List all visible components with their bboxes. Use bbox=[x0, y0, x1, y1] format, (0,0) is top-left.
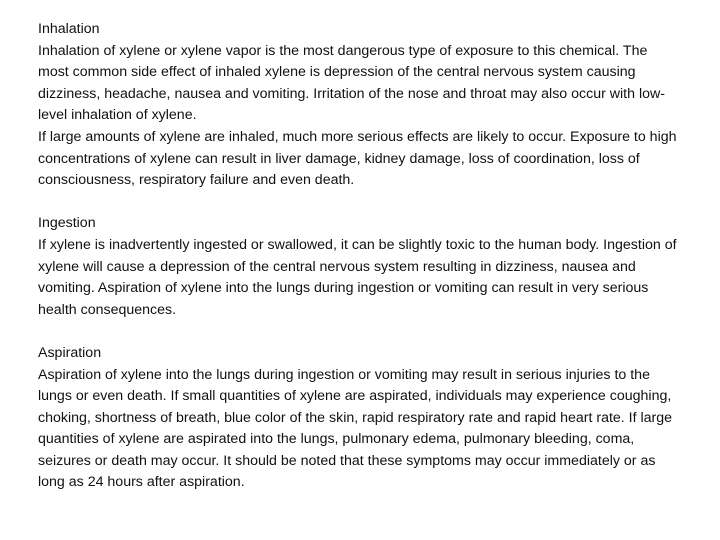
paragraph: If large amounts of xylene are inhaled, much more serious effects are likely to occur. Exposure to high concentrations of xylene can result in liver damage, kidney damage, loss of coordination, loss of consciousness, respiratory failure and even death. bbox=[38, 128, 677, 189]
section-heading: Inhalation bbox=[38, 21, 100, 37]
document-body bbox=[38, 19, 678, 494]
paragraph: If xylene is inadvertently ingested or swallowed, it can be slightly toxic to the human body. Ingestion of xylene will cause a depression of the central nervous system resulting in dizziness, nausea and vomiting. Aspiration of xylene into the lungs during ingestion or vomiting can result in very serious health consequences. bbox=[38, 236, 677, 318]
section-heading: Aspiration bbox=[38, 344, 102, 361]
section-aspiration bbox=[38, 343, 678, 494]
paragraph: Inhalation of xylene or xylene vapor is the most dangerous type of exposure to this chemical. The most common side effect of inhaled xylene is depression of the central nervous system causing dizziness, headache, nausea and vomiting. Irritation of the nose and throat may also occur with low-level inhalation of xylene. bbox=[38, 42, 665, 124]
section-inhalation bbox=[38, 19, 678, 192]
section-heading: Ingestion bbox=[38, 215, 96, 232]
paragraph: Aspiration of xylene into the lungs during ingestion or vomiting may result in serious injuries to the lungs or even death. If small quantities of xylene are aspirated, individuals may experience coughing, choking, shortness of breath, blue color of the skin, rapid respiratory rate and rapid heart rate. If large quantities of xylene are aspirated into the lungs, pulmonary edema, pulmonary bleeding, coma, seizures or death may occur. It should be noted that these symptoms may occur immediately or as long as 24 hours after aspiration. bbox=[38, 366, 673, 491]
section-ingestion bbox=[38, 213, 678, 321]
